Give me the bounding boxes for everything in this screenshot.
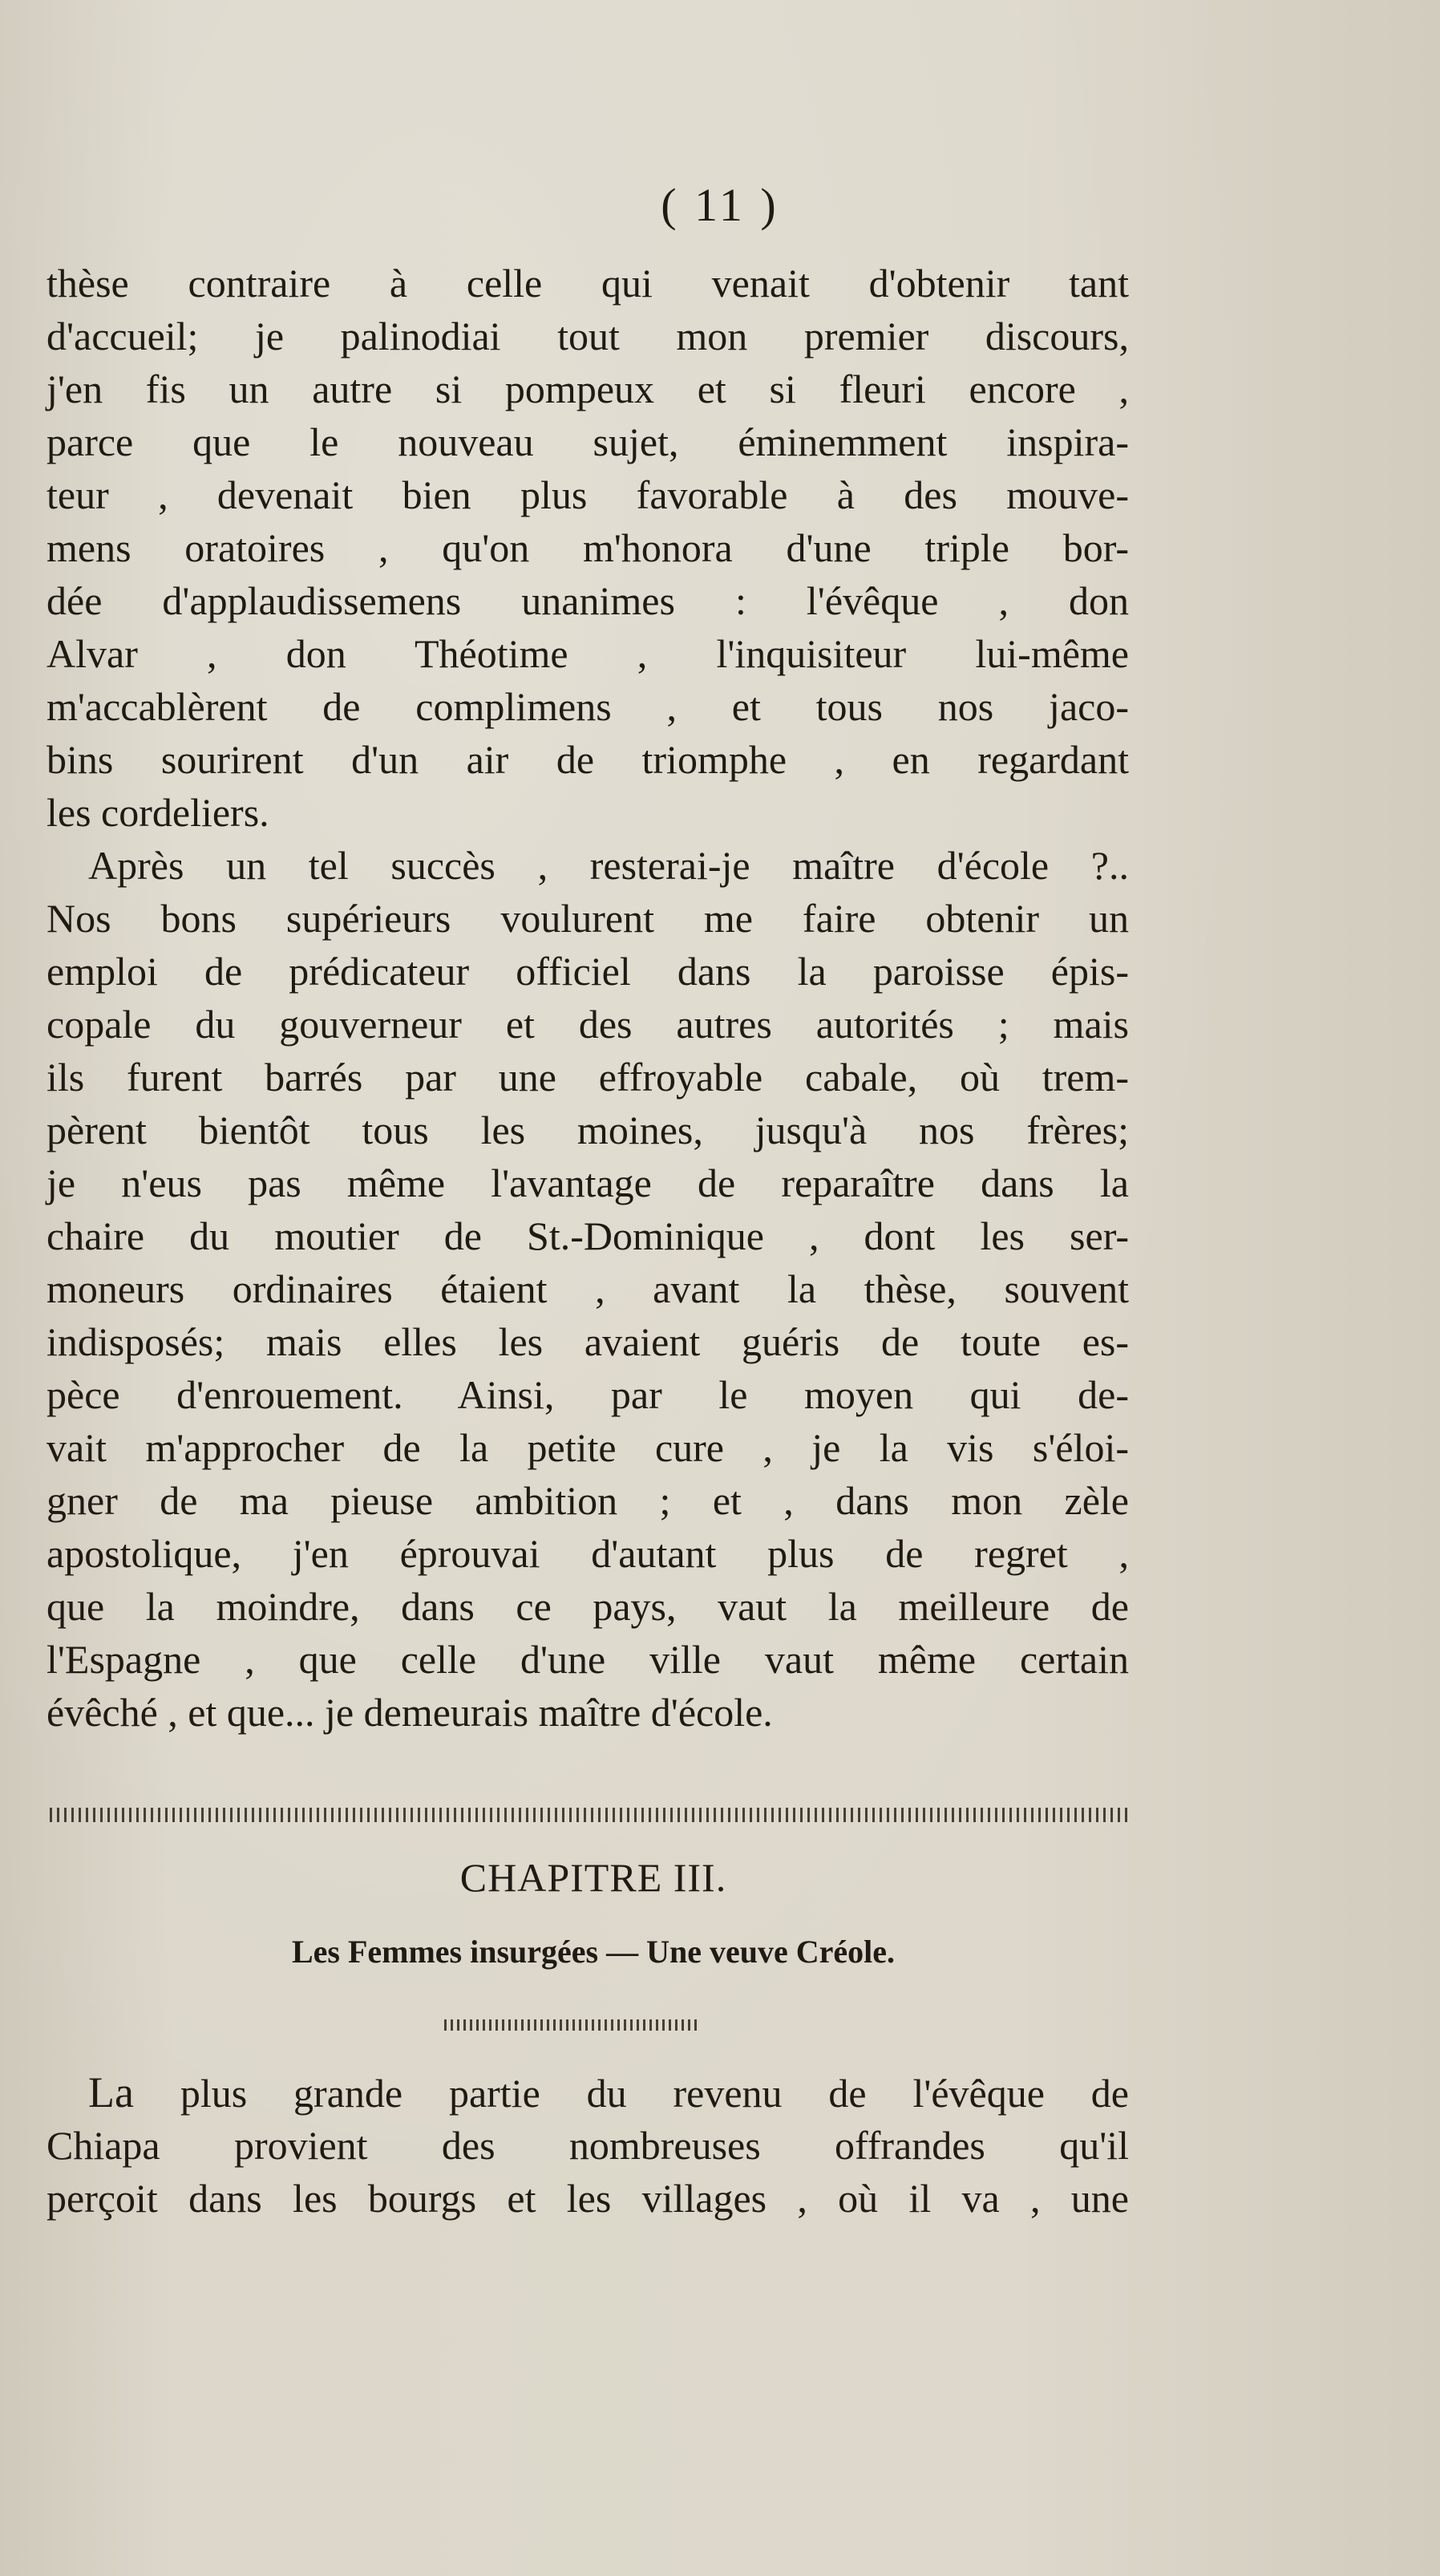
text-line: pèce d'enrouement. Ainsi, par le moyen qui de- — [47, 1372, 1129, 1417]
text-line: copale du gouverneur et des autres autorités ; mais — [47, 1002, 1129, 1047]
text-line: Nos bons supérieurs voulurent me faire obtenir un — [47, 896, 1129, 941]
text-line: bins sourirent d'un air de triomphe , en regardant — [47, 737, 1129, 782]
text-line: que la moindre, dans ce pays, vaut la meilleure de — [47, 1584, 1129, 1629]
paragraph-second — [47, 839, 1129, 1739]
text-line: pèrent bientôt tous les moines, jusqu'à nos frères; — [47, 1108, 1129, 1152]
page-number: ( 11 ) — [661, 179, 779, 231]
text-line: je n'eus pas même l'avantage de reparaître dans la — [47, 1160, 1129, 1205]
text-line: vait m'approcher de la petite cure , je la vis s'éloi- — [47, 1425, 1129, 1470]
text-line: ils furent barrés par une effroyable cabale, où trem- — [47, 1055, 1129, 1100]
text-line: l'Espagne , que celle d'une ville vaut même certain — [47, 1637, 1129, 1682]
text-line: j'en fis un autre si pompeux et si fleuri encore , — [47, 367, 1129, 411]
text-line: thèse contraire à celle qui venait d'obtenir tant — [47, 261, 1129, 306]
text-line: apostolique, j'en éprouvai d'autant plus de regret , — [47, 1531, 1129, 1576]
text-line: moneurs ordinaires étaient , avant la thèse, souvent — [47, 1266, 1129, 1311]
first-line-text: plus grande partie du revenu de l'évêque de — [133, 2071, 1129, 2116]
text-line: parce que le nouveau sujet, éminemment inspira- — [47, 419, 1129, 464]
text-line: Chiapa provient des nombreuses offrandes qu'il — [47, 2123, 1129, 2168]
paragraph-chapter-opening — [47, 2066, 1129, 2225]
paragraph-continued — [47, 257, 1129, 839]
text-line: chaire du moutier de St.-Dominique , dont les ser- — [47, 1213, 1129, 1258]
ornamental-rule-small — [444, 2019, 698, 2031]
ornamental-rule — [50, 1808, 1127, 1822]
text-line: les cordeliers. — [47, 790, 269, 835]
text-line: d'accueil; je palinodiai tout mon premier discours, — [47, 314, 1129, 358]
text-line: évêché , et que... je demeurais maître d'école. — [47, 1690, 773, 1735]
text-line: teur , devenait bien plus favorable à des mouve- — [47, 472, 1129, 517]
text-line: gner de ma pieuse ambition ; et , dans mon zèle — [47, 1478, 1129, 1523]
text-line: Après un tel succès , resterai-je maître d'école ?.. — [88, 843, 1129, 888]
opening-word: La — [88, 2068, 134, 2116]
text-line: perçoit dans les bourgs et les villages , où il va , une — [47, 2176, 1129, 2221]
text-line: emploi de prédicateur officiel dans la paroisse épis- — [47, 949, 1129, 994]
text-line: indisposés; mais elles les avaient guéris de toute es- — [47, 1319, 1129, 1364]
chapter-subtitle: Les Femmes insurgées — Une veuve Créole. — [291, 1934, 896, 1970]
text-line: m'accablèrent de complimens , et tous nos jaco- — [47, 684, 1129, 729]
text-line: dée d'applaudissemens unanimes : l'évêque , don — [47, 578, 1129, 623]
text-line-first — [47, 2066, 1129, 2119]
text-line: Alvar , don Théotime , l'inquisiteur lui-même — [47, 631, 1129, 676]
chapter-title: CHAPITRE III. — [459, 1855, 727, 1900]
text-line: mens oratoires , qu'on m'honora d'une triple bor- — [47, 525, 1129, 570]
